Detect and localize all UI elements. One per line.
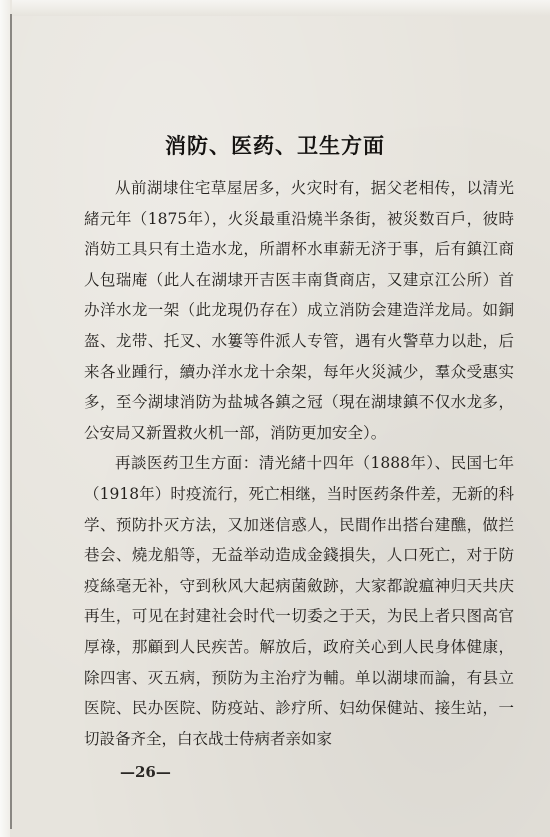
page-left-edge xyxy=(0,0,10,837)
page-number: —26— xyxy=(120,763,171,781)
body-text xyxy=(84,173,514,754)
paragraph-fire-fighting: 从前湖埭住宅草屋居多，火灾时有，据父老相传，以清光緒元年（1875年），火災最重沿燒半条街，被災数百戶，彼時消妨工具只有土造水龙，所謂杯水車薪无济于事，后有鎮江商人包瑞庵（此人在湖埭开吉医丰南貨商店，又建京江公所）首办洋水龙一架（此龙現仍存在）成立消防会建造洋龙局。如銅盔、龙带、托叉、水簍等件派人专管，遇有火警草力以赴，后来各业踵行，續办洋水龙十余架，每年火災減少，羣众受惠实多，至今湖埭消防为盐城各鎮之冠（現在湖埭鎮不仅水龙多，公安局又新置救火机一部，消防更加安全）。 xyxy=(84,179,514,442)
section-title: 消防、医药、卫生方面 xyxy=(165,134,385,158)
paragraph-medicine-health: 再談医药卫生方面：清光緒十四年（1888年）、民国七年（1918年）时疫流行，死亡相继，当时医药条件差，无新的科学、预防扑灭方法，又加迷信惑人，民間作出搭台建醮，做拦巷会、燒龙船等，无益举动造成金錢損失，人口死亡，对于防疫絲毫无补，守到秋风大起病菌斂跡，大家都說瘟神归天共庆再生，可见在封建社会时代一切委之于天，为民上者只图高官厚祿，那顧到人民疾苦。解放后，政府关心到人民身体健康，除四害、灭五病，预防为主治疗为輔。单以湖埭而論，有县立医院、民办医院、防疫站、診疗所、妇幼保健站、接生站，一切設备齐全，白衣战士侍病者亲如家 xyxy=(84,454,514,748)
page-top-edge xyxy=(12,0,550,16)
